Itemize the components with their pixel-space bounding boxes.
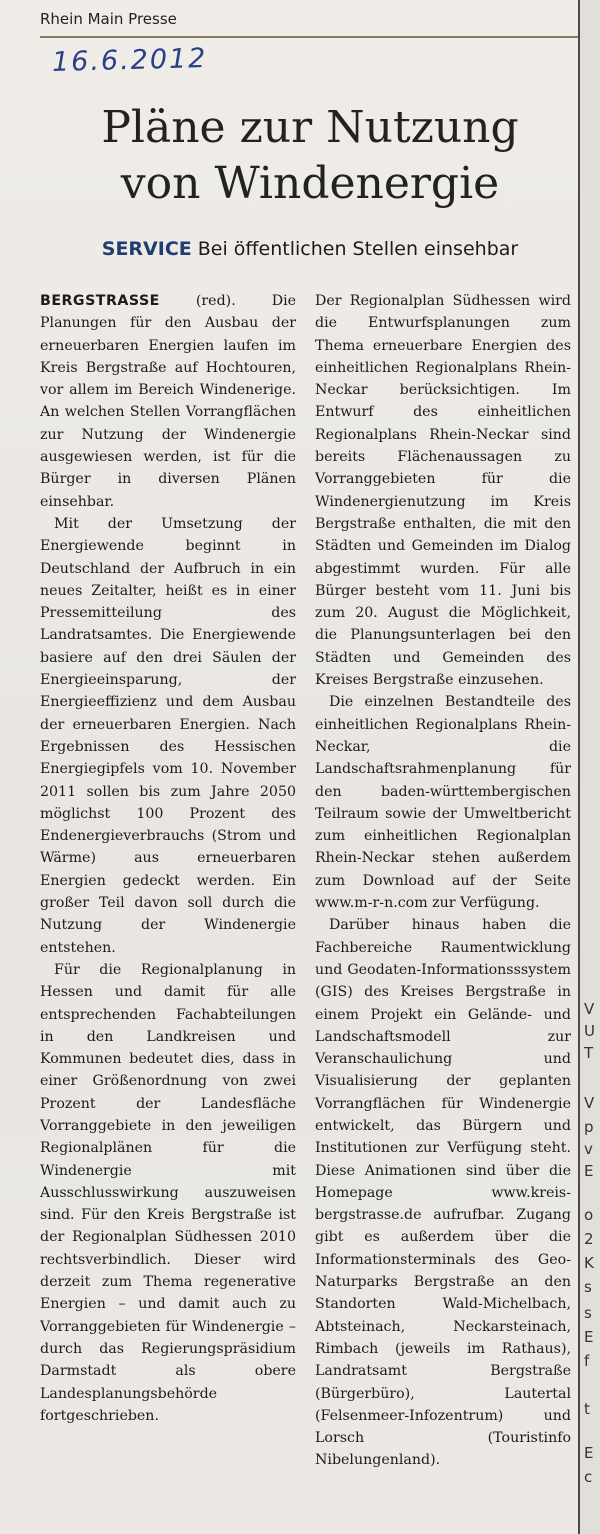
edge-fragment-letter: V (584, 1000, 595, 1018)
dateline: BERGSTRASSE (40, 293, 160, 309)
edge-fragment-letter: U (584, 1022, 595, 1040)
edge-fragment-letter: E (584, 1328, 594, 1346)
edge-fragment-letter: s (584, 1304, 592, 1322)
edge-fragment-letter: V (584, 1094, 595, 1112)
edge-fragment-letter: c (584, 1468, 593, 1486)
article-column-right (315, 290, 571, 1472)
edge-fragment-letter: E (584, 1444, 594, 1462)
paragraph-5: Die einzelnen Bestandteile des einheitlichen Regionalplans Rhein-Neckar, die Landschaftsrahmenplanung für den baden-württembergischen Teilraum sowie der Umweltbericht zum einheitlichen Regionalplan Rhein-Neckar stehen außerdem zum Download auf der Seite www.m-r-n.com zur Verfügung. (315, 694, 571, 912)
paragraph-3: Für die Regionalplanung in Hessen und damit für alle entsprechenden Fachabteilungen in den Landkreisen und Kommunen bedeutet dies, dass in einer Größenordnung von zwei Prozent der Landesfläche Vorranggebiete in den jeweiligen Regionalplänen für die Windenergie mit Ausschlusswirkung auszuweisen sind. Für den Kreis Bergstraße ist der Regionalplan Südhessen 2010 rechtsverbindlich. Dieser wird derzeit zum Thema regenerative Energien – und damit auch zu Vorranggebieten für Windenergie – durch das Regierungspräsidium Darmstadt als obere Landesplanungsbehörde fortgeschrieben. (40, 961, 296, 1424)
headline-line-2: von Windenergie (120, 158, 500, 209)
edge-fragment-letter: t (584, 1400, 590, 1418)
paragraph-1 (40, 290, 296, 513)
paragraph-1-text: (red). Die Planungen für den Ausbau der erneuerbaren Energien laufen im Kreis Bergstraße auf Hochtouren, vor allem im Bereich Windenerige. An welchen Stellen Vorrangflächen zur Nutzung der Windenergie ausgewiesen werden, ist für die Bürger in diversen Plänen einsehbar. (40, 293, 296, 510)
article-column-left (40, 290, 296, 1427)
subheadline (40, 238, 580, 260)
headline (40, 100, 580, 212)
service-kicker: SERVICE (101, 238, 192, 260)
edge-fragment-letter: v (584, 1140, 593, 1158)
edge-fragment-letter: o (584, 1206, 594, 1224)
edge-fragment-letter: p (584, 1118, 594, 1136)
edge-fragment-letter: E (584, 1162, 594, 1180)
subheadline-text: Bei öffentlichen Stellen einsehbar (197, 238, 519, 260)
masthead: Rhein Main Presse (40, 10, 177, 28)
edge-fragment-letter: K (584, 1254, 594, 1272)
handwritten-date: 16.6.2012 (51, 42, 208, 79)
paragraph-6: Darüber hinaus haben die Fachbereiche Raumentwicklung und Geodaten-Informationsssystem (GIS) des Kreises Bergstraße in einem Projekt ein Gelände- und Landschaftsmodell zur Veranschaulichung und Visualisierung der geplanten Vorrangflächen für Windenergie entwickelt, das Bürgern und Institutionen zur Verfügung steht. Diese Animationen sind über die Homepage www.kreis-bergstrasse.de aufrufbar. Zugang gibt es außerdem über die Informationsterminals des Geo-Naturparks Bergstraße an den Standorten Wald-Michelbach, Abtsteinach, Neckarsteinach, Rimbach (jeweils im Rathaus), Landratsamt Bergstraße (Bürgerbüro), Lautertal (Felsenmeer-Infozentrum) und Lorsch (Touristinfo Nibelungenland). (315, 917, 571, 1469)
edge-fragment-letter: s (584, 1278, 592, 1296)
headline-line-1: Pläne zur Nutzung (101, 102, 519, 153)
masthead-rule (40, 36, 596, 38)
edge-fragment-letter: f (584, 1352, 590, 1370)
edge-fragment-letter: 2 (584, 1230, 594, 1248)
paragraph-2: Mit der Umsetzung der Energiewende beginnt in Deutschland der Aufbruch in ein neues Zeitalter, heißt es in einer Pressemitteilung des Landratsamtes. Die Energiewende basiere auf den drei Säulen der Energieeinsparung, der Energieeffizienz und dem Ausbau der erneuerbaren Energien. Nach Ergebnissen des Hessischen Energiegipfels vom 10. November 2011 sollen bis zum Jahre 2050 möglichst 100 Prozent des Endenergieverbrauchs (Strom und Wärme) aus erneuerbaren Energien gedeckt werden. Ein großer Teil davon soll durch die Nutzung der Windenergie entstehen. (40, 515, 296, 956)
edge-fragment-letter: T (584, 1044, 594, 1062)
paragraph-4: Der Regionalplan Südhessen wird die Entwurfsplanungen zum Thema erneuerbare Energien des einheitlichen Regionalplans Rhein-Neckar berücksichtigen. Im Entwurf des einheitlichen Regionalplans Rhein-Neckar sind bereits Flächenaussagen zu Vorranggebieten für die Windenergienutzung im Kreis Bergstraße enthalten, die mit den Städten und Gemeinden im Dialog abgestimmt wurden. Für alle Bürger besteht vom 11. Juni bis zum 20. August die Möglichkeit, die Planungsunterlagen bei den Städten und Gemeinden des Kreises Bergstraße einzusehen. (315, 293, 571, 689)
adjacent-article-edge (578, 0, 600, 1534)
